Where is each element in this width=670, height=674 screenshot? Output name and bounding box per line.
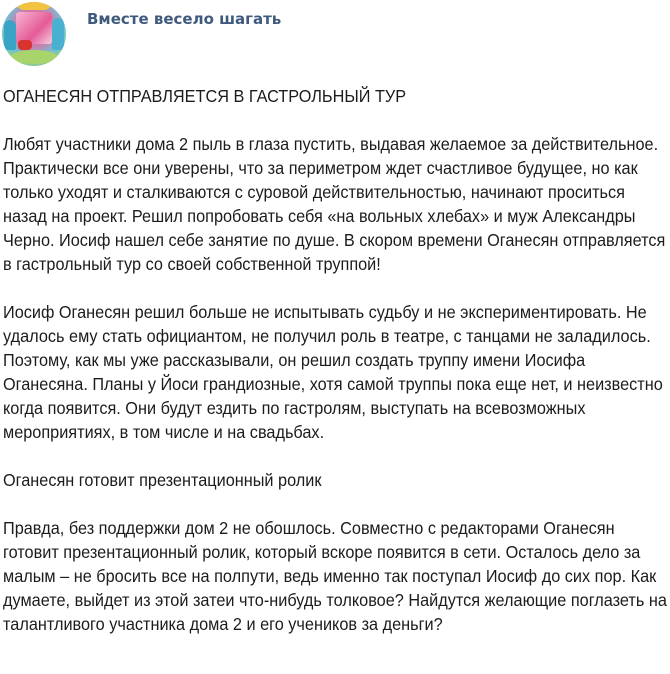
group-name-link[interactable]: Вместе весело шагать	[87, 10, 282, 28]
avatar-image-detail	[10, 50, 58, 64]
avatar-image-detail	[52, 18, 64, 50]
avatar-image-detail	[4, 20, 16, 50]
post-header	[0, 0, 670, 70]
article-paragraph: Любят участники дома 2 пыль в глаза пустить, выдавая желаемое за действительное. Практически все они уверены, что за периметром ждет счастливое будущее, но как только уходят и сталкиваются с суровой действительностью, начинают проситься назад на проект. Решил попробовать себя «на вольных хлебах» и муж Александры Черно. Иосиф нашел себе занятие по душе. В скором времени Оганесян отправляется в гастрольный тур со своей собственной труппой!	[3, 134, 666, 274]
article-title: ОГАНЕСЯН ОТПРАВЛЯЕТСЯ В ГАСТРОЛЬНЫЙ ТУР	[3, 86, 407, 106]
post-body	[3, 84, 667, 660]
article-paragraph: Правда, без поддержки дом 2 не обошлось. Совместно с редакторами Оганесян готовит презентационный ролик, который вскоре появится в сети. Осталось дело за малым – не бросить все на полпути, ведь именно так поступал Иосиф до сих пор. Как думаете, выйдет из этой затеи что-нибудь толковое? Найдутся желающие поглазеть на талантливого участника дома 2 и его учеников за деньги?	[3, 518, 667, 634]
article-paragraph: Иосиф Оганесян решил больше не испытывать судьбу и не экспериментировать. Не удалось ему стать официантом, не получил роль в театре, с танцами не заладилось. Поэтому, как мы уже рассказывали, он решил создать труппу имени Иосифа Оганесяна. Планы у Йоси грандиозные, хотя самой труппы пока еще нет, и неизвестно когда появится. Они будут ездить по гастролям, выступать на всевозможных мероприятиях, в том числе и на свадьбах.	[3, 302, 663, 442]
avatar-image-detail	[18, 40, 32, 50]
group-avatar[interactable]	[2, 2, 66, 66]
avatar-image-detail	[16, 2, 52, 10]
article-subheading: Оганесян готовит презентационный ролик	[3, 470, 322, 490]
